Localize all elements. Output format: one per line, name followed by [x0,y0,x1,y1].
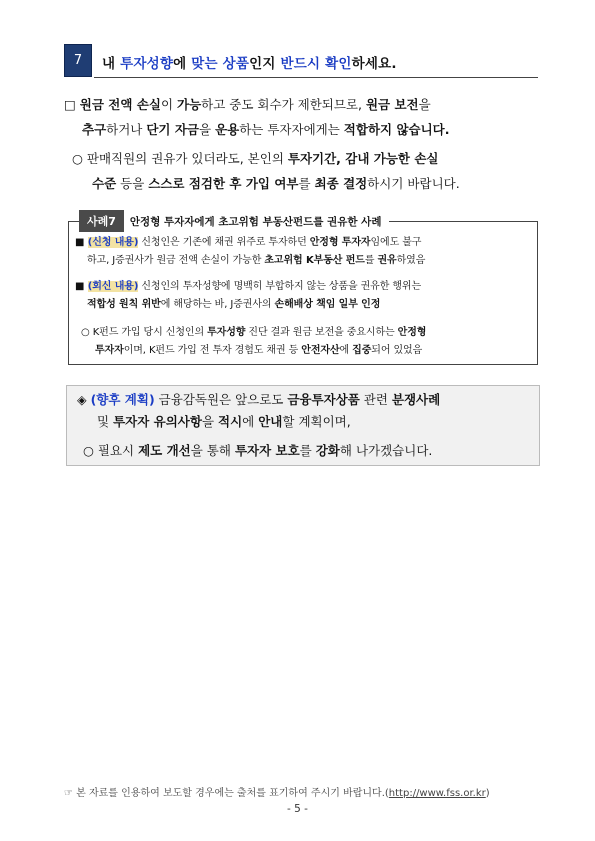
text-run: 등을 [116,176,149,191]
text-run: 하였음 [396,255,426,266]
text-run: 를 [364,255,378,266]
risk-warning-line-1 [64,92,544,117]
text-run: ■ [75,281,88,292]
self-check-line-2 [72,171,544,196]
text-run: 안전자산 [301,345,340,356]
future-plan-line [77,389,440,411]
text-run: 에 해당하는 바, J증권사의 [160,299,275,310]
text-run: 투자자 유의사항 [113,414,202,429]
future-plan-line [83,440,432,462]
text-run: ■ [75,237,88,248]
text-run: 하고 중도 회수가 제한되므로, [201,97,366,112]
text-run: 수준 [92,176,117,191]
text-run: 안정형 [397,327,427,338]
text-run: 투자기간, 감내 가능한 손실 [287,151,439,166]
future-plan-box [66,385,540,466]
text-run: 을 [199,122,216,137]
text-run: 및 [97,414,114,429]
text-run: 원금 전액 손실 [79,97,161,112]
text-run: 투자성향 [120,56,174,72]
text-run: 이며, K펀드 가입 전 투자 경험도 채권 등 [123,345,302,356]
text-run: 가능 [177,97,202,112]
text-run: 손해배상 책임 일부 인정 [274,299,381,310]
text-run: 되어 있었음 [371,345,423,356]
citation-note [64,784,490,799]
text-run: 초고위험 K부동산 펀드 [264,255,365,266]
text-run: 금융투자상품 [287,392,360,407]
future-plan-line [97,411,351,433]
case-study-title: 안정형 투자자에게 초고위험 부동산펀드를 권유한 사례 [129,215,382,228]
text-run: 강화 [315,443,340,458]
text-run: 투자자 [95,345,124,356]
text-run: 할 계획이며, [282,414,351,429]
page-number: - 5 - [287,803,308,815]
text-run: 권유 [377,255,397,266]
text-run: ○ 판매직원의 권유가 있더라도, 본인의 [72,151,288,166]
text-run: 원금 보전 [365,97,419,112]
fss-website-link[interactable]: http://www.fss.or.kr [388,788,486,799]
text-run: 하거나 [106,122,147,137]
text-run: 투자자 보호 [234,443,300,458]
text-run: 하시기 바랍니다. [367,176,460,191]
section-title [102,52,397,72]
citation-text: ☞ 본 자료를 인용하여 보도할 경우에는 출처를 표기하여 주시기 바랍니다.( [64,788,389,799]
text-run: 인지 [249,56,281,72]
text-run: 반드시 확인 [280,56,352,72]
text-run: 적시 [218,414,243,429]
text-run: (향후 계획) [90,392,155,407]
case-line [87,297,380,313]
text-run: 적합하지 않습니다. [343,122,450,137]
text-run: 에 [173,56,192,72]
citation-suffix: ) [485,788,490,799]
text-run: 진단 결과 원금 보전을 중요시하는 [245,327,398,338]
text-run: ○ K펀드 가입 당시 신청인의 [81,327,208,338]
text-run: 스스로 점검한 후 가입 여부 [148,176,299,191]
text-run: 신청인은 기존에 채권 위주로 투자하던 [138,237,310,248]
text-run: 임에도 불구 [370,237,422,248]
risk-warning-paragraph [64,92,544,142]
text-run: 맞는 상품 [191,56,250,72]
text-run: 투자성향 [207,327,246,338]
text-run: 를 [299,443,316,458]
text-run: 안내 [258,414,283,429]
case-study-label: 사례7 [79,210,124,232]
text-run: 최종 결정 [314,176,368,191]
text-run: 을 [418,97,431,112]
section-number: 7 [64,44,92,77]
text-run: 에 [242,414,259,429]
text-run: ◈ [77,392,91,407]
text-run: 하세요. [351,56,397,72]
section-underline [94,77,538,78]
case-line [75,235,421,251]
case-line [75,279,421,295]
section-header [64,44,538,78]
self-check-paragraph [72,146,544,196]
text-run: 를 [298,176,315,191]
case-line [87,253,425,269]
text-run: 하는 투자자에게는 [239,122,344,137]
text-run: 안정형 투자자 [309,237,371,248]
text-run: (회신 내용) [87,281,139,292]
text-run: ○ 필요시 [83,443,139,458]
text-run: 단기 자금 [146,122,200,137]
text-run: 제도 개선 [138,443,191,458]
text-run: 적합성 원칙 위반 [87,299,161,310]
text-run: 이 [160,97,178,112]
text-run: 내 [102,56,121,72]
text-run: 관련 [359,392,392,407]
text-run: 신청인의 투자성향에 명백히 부합하지 않는 상품을 권유한 행위는 [138,281,422,292]
text-run: 추구 [82,122,107,137]
case-study-header [79,210,389,232]
text-run: 에 [339,345,353,356]
case-study-box [68,215,538,365]
text-run: 운용 [215,122,240,137]
risk-warning-line-2 [64,117,544,142]
self-check-line-1 [72,146,544,171]
text-run: 분쟁사례 [391,392,441,407]
text-run: 집중 [352,345,372,356]
text-run: 을 [201,414,219,429]
text-run: 하고, J증권사가 원금 전액 손실이 가능한 [87,255,265,266]
case-line [81,325,426,341]
text-run: (신청 내용) [87,237,139,248]
text-run: □ [64,97,80,112]
text-run: 을 통해 [190,443,235,458]
text-run: 금융감독원은 앞으로도 [154,392,288,407]
case-line [95,343,422,359]
text-run: 해 나가겠습니다. [339,443,433,458]
